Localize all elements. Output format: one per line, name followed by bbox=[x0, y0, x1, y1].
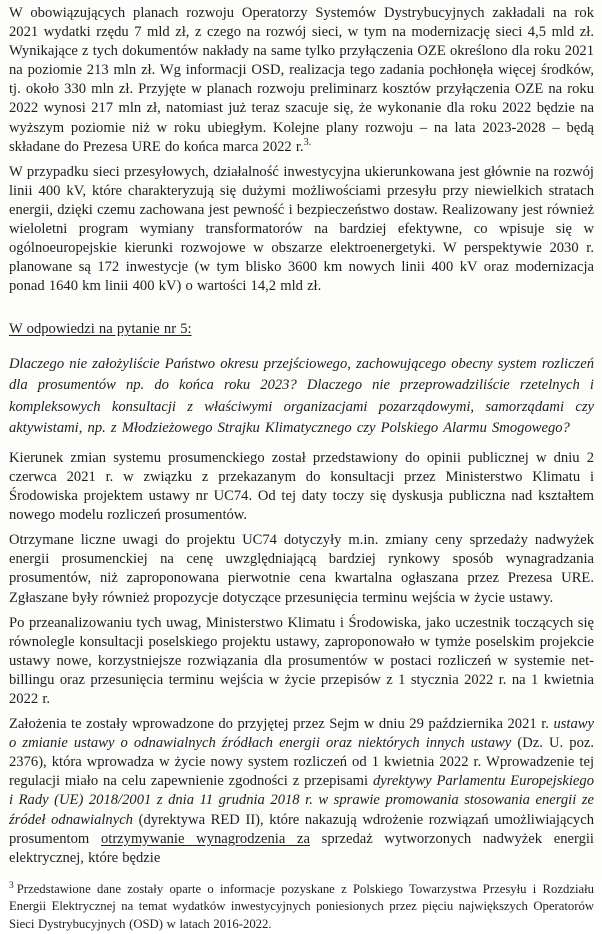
section-heading-text: W odpowiedzi na pytanie nr 5: bbox=[9, 321, 192, 338]
footnote-marker: 3 bbox=[9, 880, 14, 891]
quoted-question-paragraph bbox=[9, 354, 594, 440]
paragraph-text: sprzedaż wytworzonych nadwyżek energii elektrycznej, które będzie bbox=[9, 830, 594, 866]
directive-title-italic: dyrektywy Parlamentu Europejskiego i Rady (UE) 2018/2001 z dnia 11 grudnia 2018 r. w sprawie promowania stosowania energii ze źródeł odnawialnych bbox=[9, 773, 594, 828]
footnote-reference-3: 3. bbox=[303, 136, 312, 148]
footnote-3 bbox=[9, 881, 594, 934]
paragraph-transmission-grid bbox=[9, 163, 594, 297]
quoted-question-text: Dlaczego nie założyliście Państwo okresu przejściowego, zachowującego obecny system rozliczeń dla prosumentów np. do końca roku 2023? Dlaczego nie przeprowadziliście rzetelnych i kompleksowych konsultacji z właściwymi organizacjami pozarządowymi, samorządami czy aktywistami, np. z Młodzieżowego Strajku Klimatycznego czy Polskiego Alarmu Smogowego? bbox=[9, 355, 594, 437]
paragraph-text: (Dz. U. poz. 2376), która wprowadza w życie nowy system rozliczeń od 1 kwietnia 2022 r. Wprowadzenie tej regulacji miało na celu zapewnienie zgodności z przepisami bbox=[9, 735, 594, 790]
paragraph-text: Otrzymane liczne uwagi do projektu UC74 dotyczyły m.in. zmiany ceny sprzedaży nadwyżek energii prosumenckiej na cenę uwzględniającą bardziej rynkowy sposób wynagradzania prosumentów, niż zaproponowana pierwotnie cena kwartalna ogłaszana przez Prezesa URE. Zgłaszane były również propozycje dotyczące przesunięcia terminu wejścia w życie ustawy. bbox=[9, 532, 594, 606]
paragraph-net-billing bbox=[9, 614, 594, 709]
paragraph-text: (dyrektywa RED II), które nakazują wdrożenie rozwiązań umożliwiających prosumentom bbox=[9, 811, 594, 847]
paragraph-text: W obowiązujących planach rozwoju Operatorzy Systemów Dystrybucyjnych zakładali na rok 2021 wydatki rzędu 7 mld zł, z czego na rozwój sieci, w tym na modernizację sieci 4,5 mld zł. Wynikające z tych dokumentów nakłady na same tylko przyłączenia OZE określono dla roku 2021 na poziomie 213 mln zł. Wg informacji OSD, realizacja tego zadania pochłonęła więcej środków, tj. około 330 mln zł. Przyjęte w planach rozwoju preliminarz kosztów przyłączenia OZE na roku 2022 wynosi 217 mln zł, natomiast już teraz szacuje się, że wykonanie dla roku 2022 będzie na wyższym poziomie niż w roku ubiegłym. Kolejne plany rozwoju – na lata 2023-2028 – będą składane do Prezesa URE do końca marca 2022 r. bbox=[9, 5, 594, 155]
act-title-italic: ustawy o zmianie ustawy o odnawialnych źródłach energii oraz niektórych innych ustawy bbox=[9, 716, 594, 752]
paragraph-osd-investments bbox=[9, 4, 594, 157]
paragraph-text: Kierunek zmian systemu prosumenckiego został przedstawiony do opinii publicznej w dniu 2 czerwca 2021 r. w związku z przekazanym do konsultacji przez Ministerstwo Klimatu i Środowiska projektem ustawy nr UC74. Od tej daty toczy się dyskusja publiczna nad kształtem nowego modelu rozliczeń prosumentów. bbox=[9, 449, 594, 524]
paragraph-uc74-remarks bbox=[9, 531, 594, 607]
paragraph-uc74-direction bbox=[9, 449, 594, 525]
paragraph-text: W przypadku sieci przesyłowych, działalność inwestycyjna ukierunkowana jest głównie na rozwój linii 400 kV, które charakteryzują się dużymi możliwościami przesyłu przy niewielkich stratach energii, dzięki czemu zachowana jest pewność i bezpieczeństwo dostaw. Realizowany jest również wieloletni program wymiany transformatorów na bardziej efektywne, co wpisuje się w ogólnoeuropejskie kierunki rozwojowe w obszarze elektroenergetyki. W perspektywie 2030 r. planowane są 172 inwestycje (w tym blisko 3600 km nowych linii 400 kV oraz modernizacja ponad 1640 km linii 400 kV) o wartości 14,2 mld zł. bbox=[9, 163, 594, 295]
paragraph-text: Po przeanalizowaniu tych uwag, Ministerstwo Klimatu i Środowiska, jako uczestnik toczących się równolegle konsultacji poselskiego projektu ustawy, zaproponowało w tymże poselskim projekcie ustawy nowe, korzystniejsze rozwiązania dla prosumentów w postaci rozliczeń w systemie net-billingu oraz przesunięcia terminu wejścia w życie przepisów z 1 stycznia 2022 r. na 1 kwietnia 2022 r. bbox=[9, 614, 594, 707]
paragraph-text: Założenia te zostały wprowadzone do przyjętej przez Sejm w dniu 29 października 2021 r. bbox=[9, 716, 554, 733]
paragraph-act-amendment bbox=[9, 715, 594, 868]
footnote-text: Przedstawione dane zostały oparte o informacje pozyskane z Polskiego Towarzystwa Przesyłu i Rozdziału Energii Elektrycznej na temat wydatków inwestycyjnych poniesionych przez pięciu największych Operatorów Sieci Dystrybucyjnych (OSD) w latach 2016-2022. bbox=[9, 881, 594, 932]
section-heading-question-5 bbox=[9, 320, 594, 339]
underlined-phrase: otrzymywanie wynagrodzenia za bbox=[100, 830, 310, 847]
